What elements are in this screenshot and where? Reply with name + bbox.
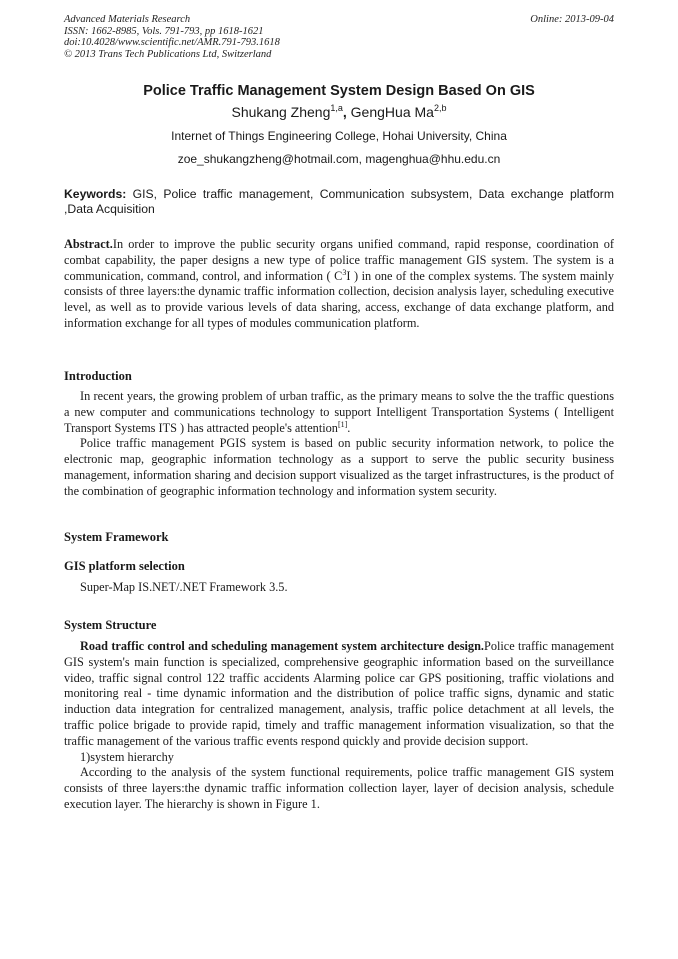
author-1: Shukang Zheng bbox=[231, 104, 331, 120]
keywords-label: Keywords: bbox=[64, 187, 127, 201]
doi-line: doi:10.4028/www.scientific.net/AMR.791-793.1618 bbox=[64, 37, 280, 48]
copyright-line: © 2013 Trans Tech Publications Ltd, Switzerland bbox=[64, 48, 272, 60]
abstract-text-2: I ) in one of the complex systems. The system mainly consists of three layers:the dynamic traffic information collection, decision analysis layer, scheduling executive level, as well as to provide various levels of data sharing, access, exchange of data exchange platform, and information exchange for all types of modules communication platform. bbox=[64, 268, 615, 330]
system-structure-heading: System Structure bbox=[64, 618, 157, 632]
structure-paragraph-2: According to the analysis of the system functional requirements, police traffic management GIS system consists of three layers:the dynamic traffic information collection layer, layer of decision analysis, schedule execution layer. The hierarchy is shown in Figure 1. bbox=[64, 765, 614, 811]
keywords-text: GIS, Police traffic management, Communication subsystem, Data exchange platform ,Data Acquisition bbox=[64, 187, 614, 216]
keywords bbox=[64, 187, 614, 216]
gis-platform-body bbox=[64, 580, 614, 596]
system-framework-heading: System Framework bbox=[64, 530, 169, 544]
author-line: Shukang Zheng$^{1,a}$, GengHua Ma$^{2,b}$ bbox=[231, 103, 447, 120]
citation-ref-1: [1] bbox=[337, 419, 348, 429]
author-2-sup: 2,b bbox=[433, 103, 447, 113]
structure-lead: Road traffic control and scheduling management system architecture design. bbox=[80, 639, 484, 653]
paper-title: Police Traffic Management System Design Based On GIS bbox=[143, 83, 535, 99]
author-emails: zoe_shukangzheng@hotmail.com, magenghua@hhu.edu.cn bbox=[177, 152, 501, 166]
gis-platform-heading: GIS platform selection bbox=[64, 559, 185, 573]
system-structure-body bbox=[64, 639, 614, 813]
introduction-heading: Introduction bbox=[64, 369, 132, 383]
abstract-label: Abstract. bbox=[64, 237, 113, 251]
journal-name: Advanced Materials Research bbox=[64, 14, 191, 25]
gis-platform-text: Super-Map IS.NET/.NET Framework 3.5. bbox=[80, 580, 288, 594]
title-block bbox=[64, 83, 614, 166]
introduction-body bbox=[64, 389, 614, 500]
journal-header bbox=[64, 14, 280, 60]
intro-p1-end: . bbox=[347, 420, 351, 435]
author-2: GengHua Ma bbox=[350, 104, 434, 120]
system-hierarchy-item: 1)system hierarchy bbox=[80, 749, 174, 764]
author-1-sup: 1,a bbox=[330, 103, 343, 113]
abstract-text-1: In order to improve the public security organs unified command, rapid response, coordination of combat capability, the paper designs a new type of police traffic management GIS system. The system is a communication, command, control, and information ( C bbox=[64, 237, 614, 283]
online-date: Online: 2013-09-04 bbox=[530, 14, 614, 25]
abstract bbox=[64, 237, 614, 332]
affiliation: Internet of Things Engineering College, Hohai University, China bbox=[171, 129, 507, 143]
abstract-sup: 3 bbox=[342, 267, 347, 277]
intro-paragraph-2: Police traffic management PGIS system is based on public security information network, to police the electronic map, geographic information technology as a support to serve the public security business management, information sharing and decision support visualized as the target infrastructures, is the product of the combination of geographic information technology and information system security. bbox=[64, 436, 614, 498]
structure-paragraph-1: Police traffic management GIS system's main function is specialized, comprehensive geographic information based on the surveillance video, traffic signal control 122 traffic accidents Alarming police car GPS positioning, traffic violations and monitoring real - time dynamic information and the distribution of police traffic signs, dynamic and static induction data integration for centralized management, analysis, traffic police detachment at all levels, the traffic police brigade to provide rapid, timely and traffic management information visualization, so that the traffic management of the various traffic events respond quickly and provide decision support. bbox=[64, 639, 614, 748]
intro-paragraph-1: In recent years, the growing problem of urban traffic, as the primary means to solve the the traffic questions a new computer and communications technology to support Intelligent Transportation Systems ( Intelligent Transport Systems ITS ) has attracted people's attention bbox=[64, 389, 614, 435]
issn-line: ISSN: 1662-8985, Vols. 791-793, pp 1618-1621 bbox=[64, 25, 264, 37]
